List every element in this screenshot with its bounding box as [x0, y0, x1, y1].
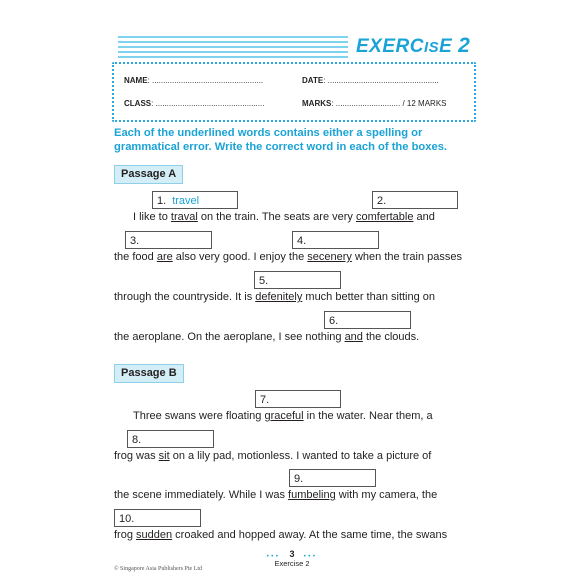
copyright-text: © Singapore Asia Publishers Pte Ltd	[114, 566, 203, 572]
passage-b-label: Passage B	[114, 364, 184, 383]
date-field: DATE: ..................................................	[302, 76, 439, 85]
passage-a-label: Passage A	[114, 165, 183, 184]
student-info-box	[112, 62, 476, 122]
answer-box-7[interactable]: 7.	[255, 390, 341, 408]
passage-a-line-4: the aeroplane. On the aeroplane, I see nothing and the clouds.	[114, 331, 420, 343]
name-field: NAME: ..................................................	[124, 76, 264, 85]
answer-box-6[interactable]: 6.	[324, 311, 411, 329]
passage-b-line-4: frog sudden croaked and hopped away. At the same time, the swans	[114, 529, 448, 541]
footer-dots-left: •••	[266, 553, 280, 560]
answer-box-5[interactable]: 5.	[254, 271, 341, 289]
passage-a-line-2: the food are also very good. I enjoy the secenery when the train passes	[114, 251, 462, 263]
instructions: Each of the underlined words contains either a spelling or grammatical error. Write the correct word in each of the boxes.	[114, 127, 448, 153]
answer-box-4[interactable]: 4.	[292, 231, 379, 249]
answer-box-2[interactable]: 2.	[372, 191, 458, 209]
answer-box-9[interactable]: 9.	[289, 469, 376, 487]
exercise-title: EXERCISE 2	[356, 34, 471, 57]
footer-dots-right: •••	[303, 553, 317, 560]
class-field: CLASS: .................................................	[124, 99, 265, 108]
answer-box-8[interactable]: 8.	[127, 430, 214, 448]
answer-box-1[interactable]: 1. travel	[152, 191, 238, 209]
passage-a-line-1: I like to traval on the train. The seats are very comfertable and	[133, 211, 435, 223]
answer-box-3[interactable]: 3.	[125, 231, 212, 249]
page-number: 3	[289, 549, 295, 559]
answer-box-10[interactable]: 10.	[114, 509, 201, 527]
passage-b-line-1: Three swans were floating graceful in the water. Near them, a	[133, 410, 433, 422]
passage-a-line-3: through the countryside. It is defenitely much better than sitting on	[114, 291, 436, 303]
marks-field: MARKS: ............................. / 12 MARKS	[302, 99, 447, 108]
footer-exercise-label: Exercise 2	[274, 559, 310, 568]
passage-b-line-3: the scene immediately. While I was fumbeling with my camera, the	[114, 489, 438, 501]
passage-b-line-2: frog was sit on a lily pad, motionless. I wanted to take a picture of	[114, 450, 432, 462]
